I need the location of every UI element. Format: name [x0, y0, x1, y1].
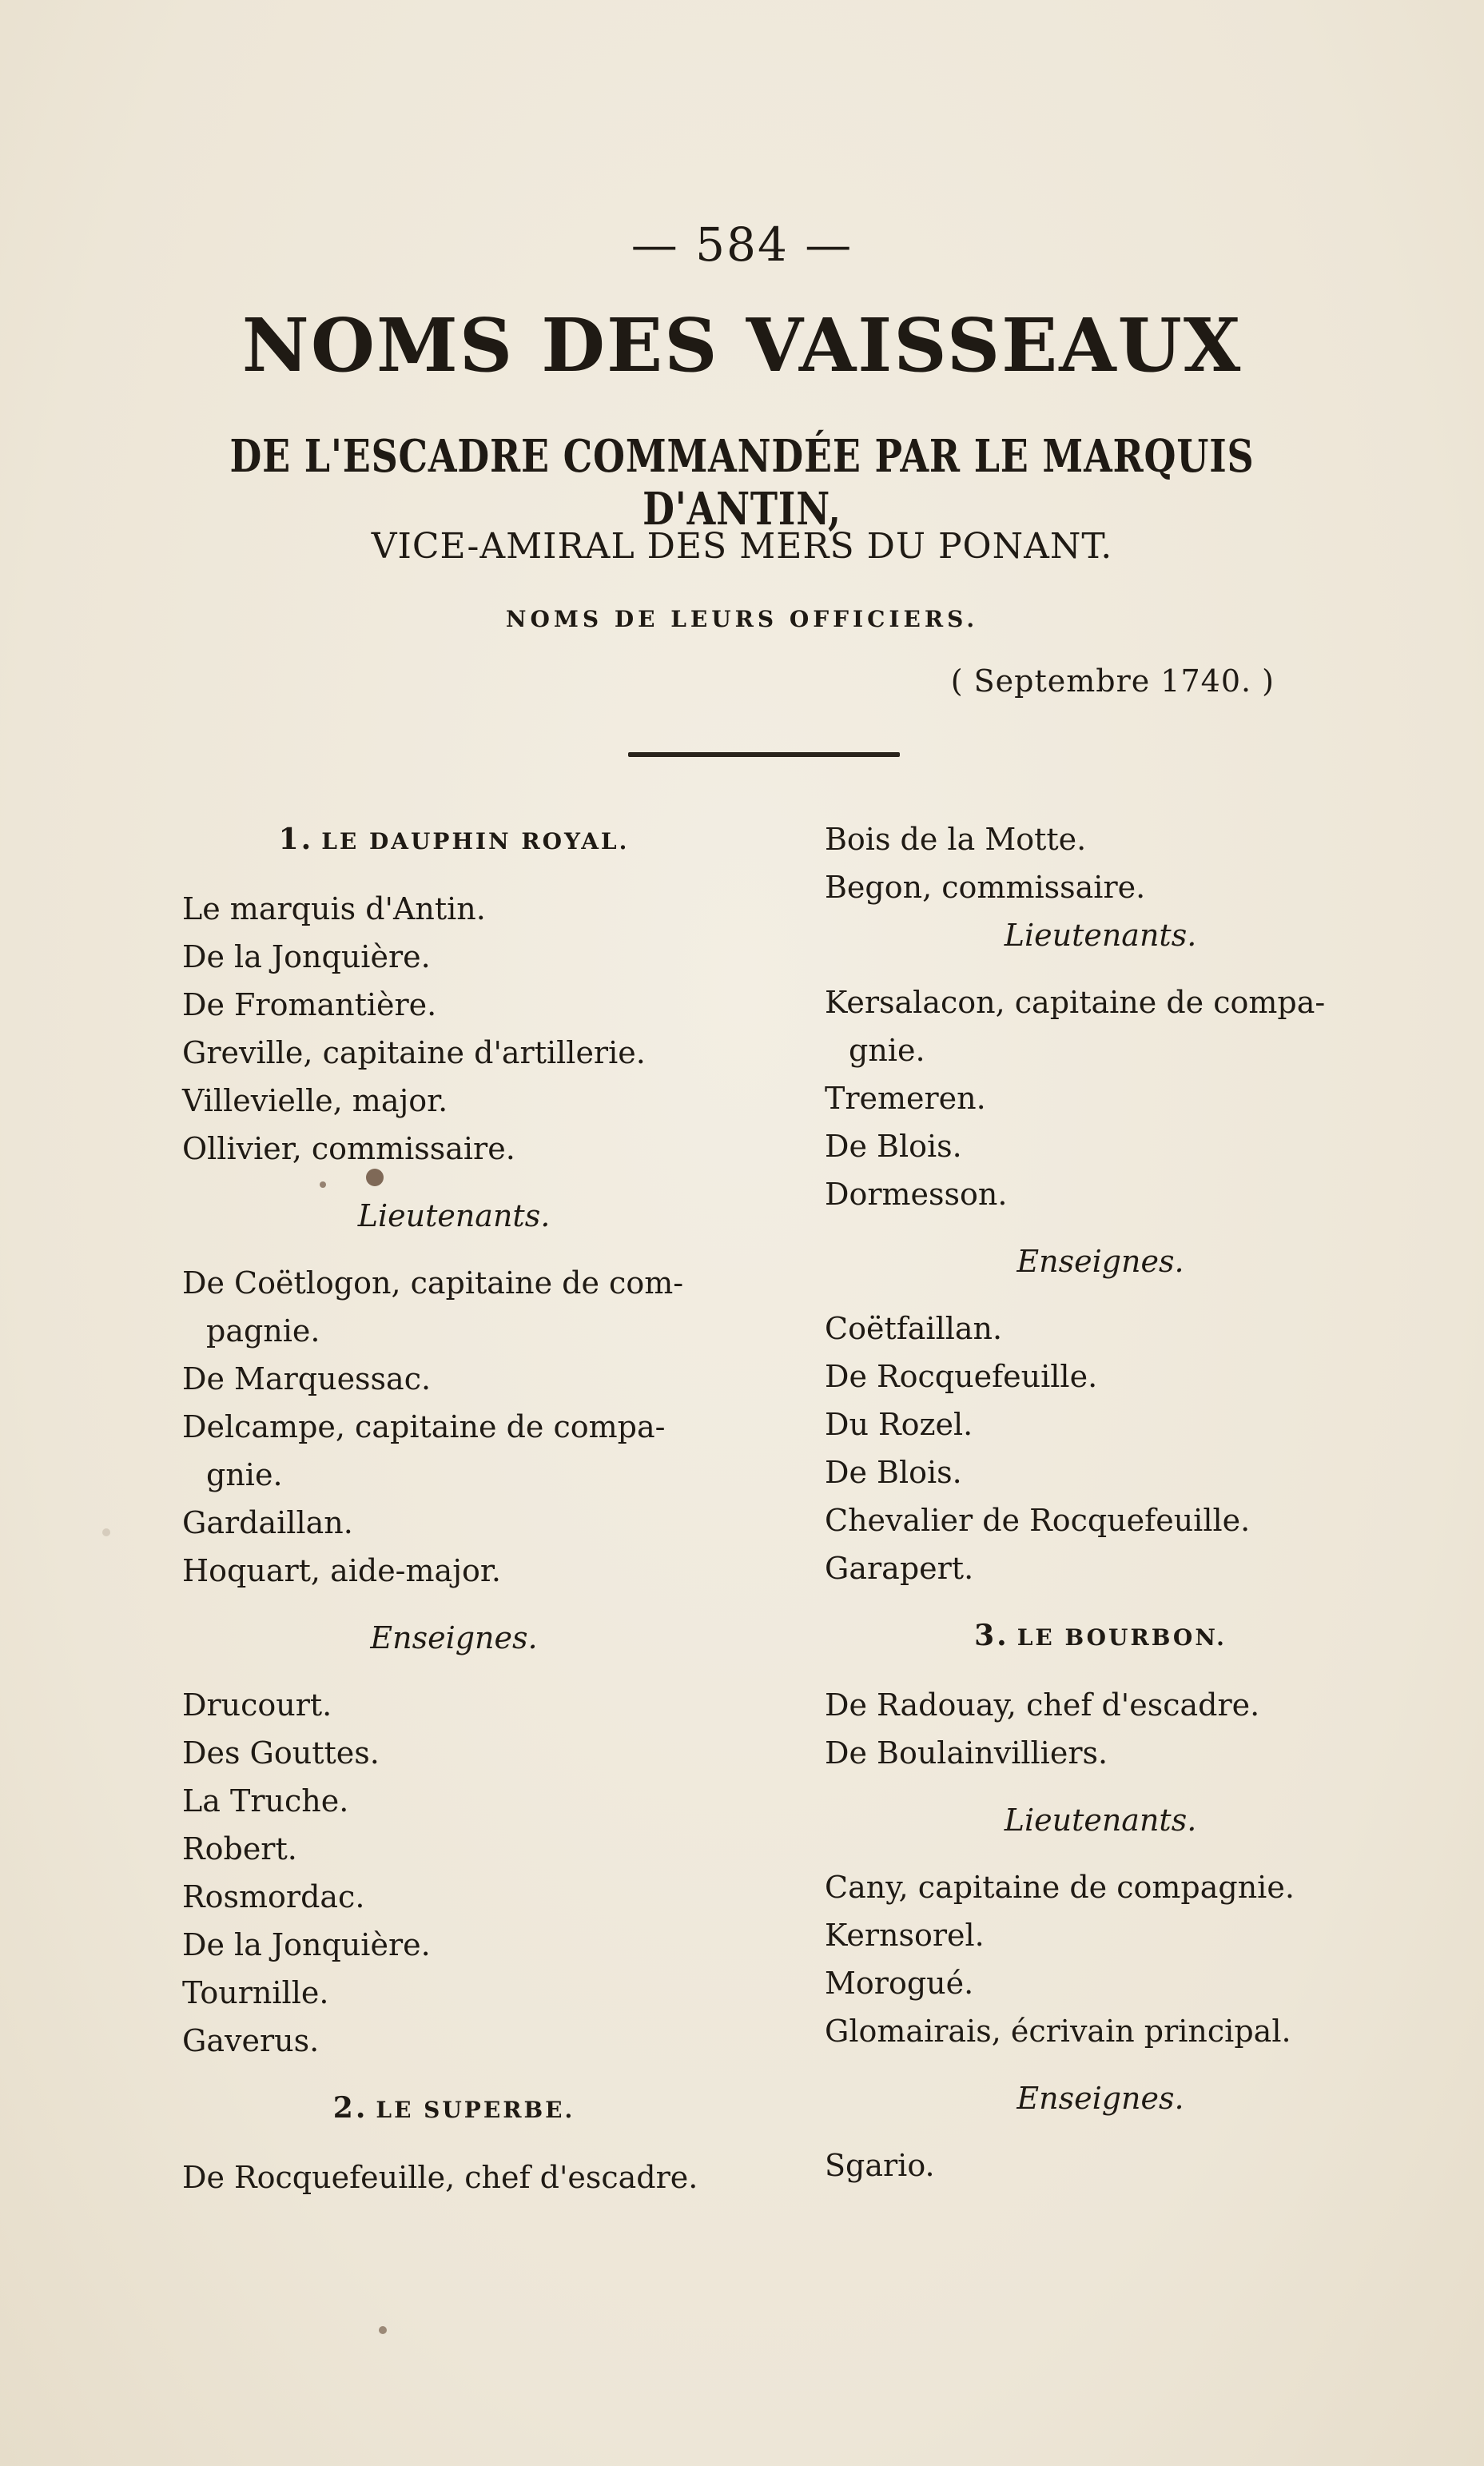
lieutenant-list: [825, 978, 1376, 1218]
list-item: De la Jonquière.: [182, 1927, 431, 1962]
list-item: Des Gouttes.: [182, 1735, 380, 1771]
officer-list: [825, 1681, 1376, 1777]
list-item: Garapert.: [825, 1551, 974, 1586]
list-item: De Fromantière.: [182, 987, 437, 1022]
ink-spot: [366, 1169, 384, 1186]
list-item: Morogué.: [825, 1966, 974, 2001]
ship-name: LE DAUPHIN ROYAL.: [321, 828, 630, 855]
list-item: pagnie.: [206, 1313, 320, 1349]
officers-heading: NOMS DE LEURS OFFICIERS.: [505, 606, 979, 632]
date-line: ( Septembre 1740. ): [950, 663, 1275, 699]
lieutenants-heading: Lieutenants.: [1004, 1803, 1197, 1838]
list-item: Delcampe, capitaine de compa-: [182, 1409, 666, 1444]
page-title: NOMS DES VAISSEAUX: [241, 302, 1243, 388]
list-item: Kersalacon, capitaine de compa-: [825, 985, 1326, 1020]
list-item: Gardaillan.: [182, 1505, 353, 1540]
list-item: De la Jonquière.: [182, 939, 431, 974]
ship-name: LE SUPERBE.: [376, 2097, 575, 2123]
enseignes-heading: Enseignes.: [1017, 1244, 1184, 1279]
list-item: De Rocquefeuille, chef d'escadre.: [182, 2160, 698, 2195]
lieutenant-list: [825, 1863, 1376, 2055]
list-item: Bois de la Motte.: [825, 822, 1087, 857]
list-item: De Rocquefeuille.: [825, 1359, 1098, 1394]
list-item: Ollivier, commissaire.: [182, 1131, 515, 1166]
list-item: Sgario.: [825, 2148, 935, 2183]
list-item: Hoquart, aide-major.: [182, 1553, 501, 1588]
ink-spot: [379, 2326, 387, 2334]
list-item: De Coëtlogon, capitaine de com-: [182, 1265, 684, 1301]
enseigne-list: [825, 1305, 1376, 1592]
enseignes-heading: Enseignes.: [370, 1620, 538, 1655]
list-item: gnie.: [849, 1033, 925, 1068]
list-item: Glomairais, écrivain principal.: [825, 2014, 1291, 2049]
ink-spot: [102, 1528, 110, 1536]
list-item: Begon, commissaire.: [825, 870, 1146, 905]
list-item: Dormesson.: [825, 1177, 1008, 1212]
enseignes-heading: Enseignes.: [1017, 2081, 1184, 2116]
page-subtitle: DE L'ESCADRE COMMANDÉE PAR LE MARQUIS D'ANTIN,: [229, 430, 1255, 536]
list-item: Robert.: [182, 1831, 297, 1866]
list-item: La Truche.: [182, 1783, 349, 1819]
section-number: 2.: [332, 2091, 368, 2125]
page-subtitle-2: VICE-AMIRAL DES MERS DU PONANT.: [371, 526, 1113, 567]
list-item: De Radouay, chef d'escadre.: [825, 1687, 1260, 1723]
list-item: Le marquis d'Antin.: [182, 891, 486, 926]
list-item: Kernsorel.: [825, 1918, 985, 1953]
page-number: — 584 —: [631, 217, 853, 272]
ship-name: LE BOURBON.: [1017, 1624, 1227, 1651]
section-number: 3.: [974, 1619, 1009, 1652]
divider-rule: [628, 752, 900, 757]
list-item: Tournille.: [182, 1975, 329, 2010]
list-item: Chevalier de Rocquefeuille.: [825, 1503, 1251, 1538]
list-item: Coëtfaillan.: [825, 1311, 1003, 1346]
ink-spot: [320, 1181, 326, 1188]
right-column: [825, 815, 1376, 2189]
list-item: Rosmordac.: [182, 1879, 365, 1914]
list-item: De Marquessac.: [182, 1361, 432, 1396]
list-item: De Blois.: [825, 1129, 962, 1164]
list-item: Tremeren.: [825, 1081, 986, 1116]
list-item: Du Rozel.: [825, 1407, 973, 1442]
enseigne-list: [182, 1681, 726, 2065]
lieutenants-heading: Lieutenants.: [1004, 918, 1197, 953]
list-item: Gaverus.: [182, 2023, 320, 2058]
list-item: Drucourt.: [182, 1687, 332, 1723]
list-item: De Blois.: [825, 1455, 962, 1490]
officer-list: [182, 2153, 726, 2201]
list-item: Villevielle, major.: [182, 1083, 448, 1118]
list-item: Cany, capitaine de compagnie.: [825, 1870, 1295, 1905]
section-heading-dauphin-royal: [182, 815, 726, 866]
left-column: [182, 815, 726, 2201]
section-heading-bourbon: [825, 1611, 1376, 1662]
lieutenant-list: [182, 1259, 726, 1595]
list-item: De Boulainvilliers.: [825, 1735, 1108, 1771]
enseigne-list: [825, 2141, 1376, 2189]
lieutenants-heading: Lieutenants.: [357, 1198, 551, 1233]
list-item: gnie.: [206, 1457, 283, 1492]
officer-list: [825, 815, 1376, 911]
section-heading-superbe: [182, 2084, 726, 2134]
section-number: 1.: [278, 823, 314, 856]
list-item: Greville, capitaine d'artillerie.: [182, 1035, 646, 1070]
officer-list: [182, 885, 726, 1173]
